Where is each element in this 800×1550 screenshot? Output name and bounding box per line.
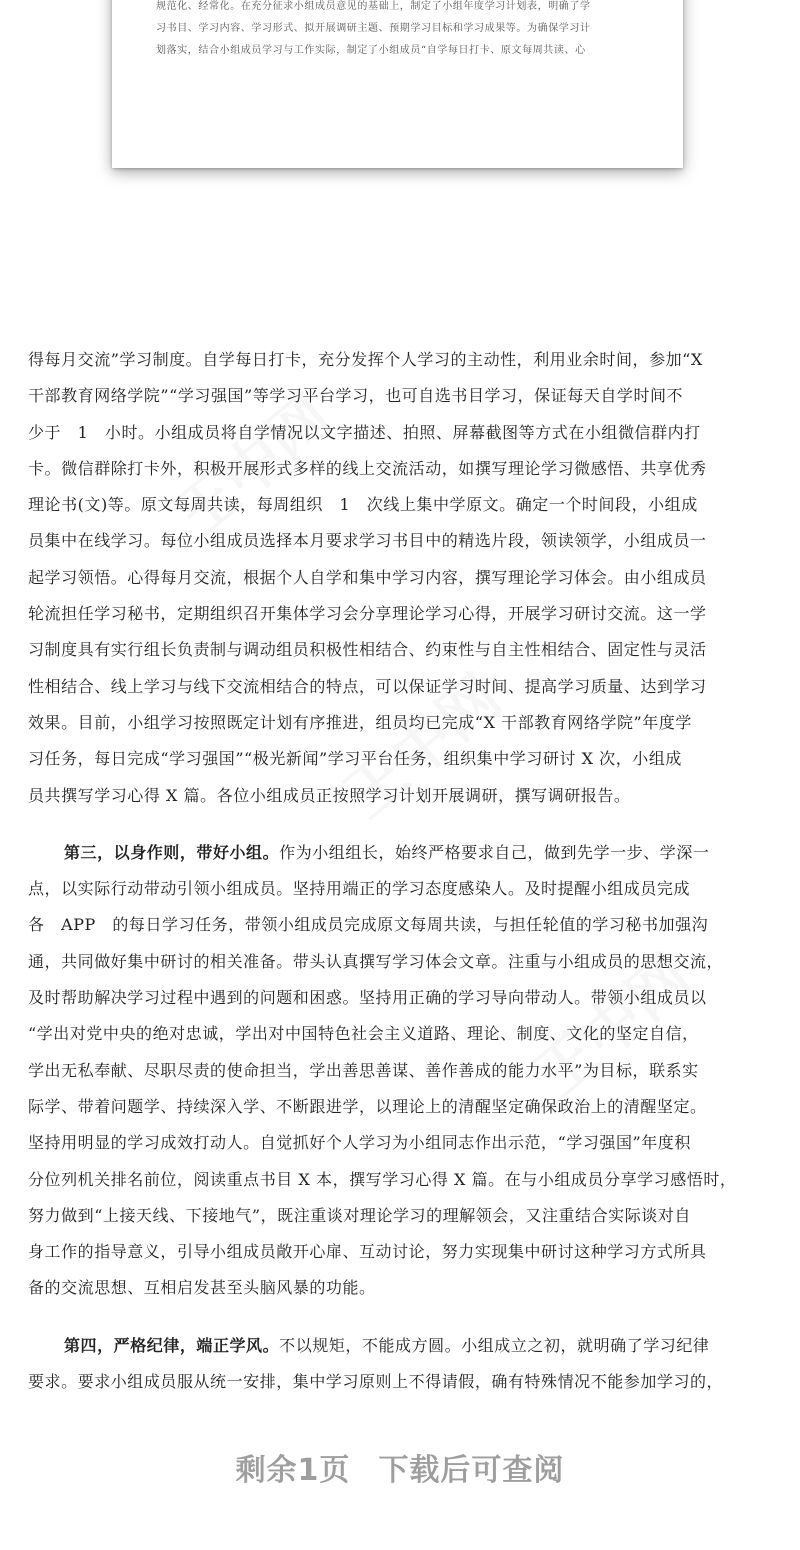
text-line: 备的交流思想、互相启发甚至头脑风暴的功能。 [28,1278,376,1298]
text-line: 员集中在线学习。每位小组成员选择本月要求学习书目中的精选片段，领读领学，小组成员一 [28,531,707,551]
text-span: 作为小组组长，始终严格要求自己，做到先学一步、学深一 [279,842,710,862]
text-line: 习制度具有实行组长负责制与调动组员积极性相结合、约束性与自主性相结合、固定性与灵活 [28,640,707,660]
preview-line: 划落实，结合小组成员学习与工作实际，制定了小组成员“自学每日打卡、原文每周共读、心 [156,45,586,56]
text-line: 学出无私奉献、尽职尽责的使命担当，学出善思善谋、善作善成的能力水平”为目标，联系实 [28,1060,699,1080]
remaining-pages-label: 剩余1页 [235,1453,351,1488]
preview-line: 习书目、学习内容、学习形式、拟开展调研主题、预期学习目标和学习成果等。为确保学习计 [156,23,591,34]
text-line: 干部教育网络学院”“学习强国”等学习平台学习，也可自选书目学习，保证每天自学时间不 [28,386,684,406]
paragraph-discipline [28,1331,776,1404]
text-line: 际学、带着问题学、持续深入学、不断跟进学，以理论上的清醒坚定确保政治上的清醒坚定。 [28,1096,707,1116]
text-line: 努力做到“上接天线、下接地气”，既注重谈对理论学习的理解领会，又注重结合实际谈对自 [28,1205,691,1225]
text-line: 理论书(文)等。原文每周共读，每周组织 1 次线上集中学原文。确定一个时间段，小组成 [28,495,698,515]
text-line: 得每月交流”学习制度。自学每日打卡，充分发挥个人学习的主动性，利用业余时间，参加“X [28,350,703,369]
text-line [28,838,776,874]
download-hint-label: 下载后可查阅 [378,1453,565,1488]
text-line: 轮流担任学习秘书，定期组织召开集体学习会分享理论学习心得，开展学习研讨交流。这一学 [28,604,707,624]
preview-line: 规范化、经常化。在充分征求小组成员意见的基础上，制定了小组年度学习计划表，明确了学 [156,1,591,12]
text-line: 分位列机关排名前位，阅读重点书目 X 本，撰写学习心得 X 篇。在与小组成员分享学习感悟时， [28,1169,737,1189]
paragraph-lead-by-example [28,838,776,1310]
paragraph-study-system [28,345,776,817]
text-line: 性相结合、线上学习与线下交流相结合的特点，可以保证学习时间、提高学习质量、达到学习 [28,676,707,696]
remaining-pages-banner[interactable] [0,1445,800,1489]
text-line: 及时帮助解决学习过程中遇到的问题和困惑。坚持用正确的学习导向带动人。带领小组成员以 [28,988,707,1008]
text-line: 员共撰写学习心得 X 篇。各位小组成员正按照学习计划开展调研，撰写调研报告。 [28,785,631,805]
text-line: 身工作的指导意义，引导小组成员敞开心扉、互动讨论，努力实现集中研讨这种学习方式所具 [28,1242,707,1262]
text-span: 不以规矩，不能成方圆。小组成立之初，就明确了学习纪律 [279,1335,710,1355]
section-heading: 第四，严格纪律，端正学风。 [64,1335,280,1355]
text-line: 效果。目前，小组学习按照既定计划有序推进，组员均已完成“X 干部教育网络学院”年度学 [28,712,692,732]
text-line: 习任务，每日完成“学习强国”“极光新闻”学习平台任务，组织集中学习研讨 X 次，小组成 [28,749,682,769]
text-line: “学出对党中央的绝对忠诚，学出对中国特色社会主义道路、理论、制度、文化的坚定自信， [28,1024,699,1044]
text-line: 少于 1 小时。小组成员将自学情况以文字描述、拍照、屏幕截图等方式在小组微信群内打 [28,422,701,442]
text-line: 起学习领悟。心得每月交流，根据个人自学和集中学习内容，撰写理论学习体会。由小组成员 [28,567,707,587]
text-line: 卡。微信群除打卡外，积极开展形式多样的线上交流活动，如撰写理论学习微感悟、共享优秀 [28,458,707,478]
text-line: 通，共同做好集中研讨的相关准备。带头认真撰写学习体会文章。注重与小组成员的思想交流， [28,951,724,971]
document-body [28,345,776,1403]
preview-text [156,0,646,62]
text-line: 各 APP 的每日学习任务，带领小组成员完成原文每周共读，与担任轮值的学习秘书加强沟 [28,915,709,935]
text-line: 点，以实际行动带动引领小组成员。坚持用端正的学习态度感染人。及时提醒小组成员完成 [28,879,691,899]
text-line [28,1331,776,1367]
page-preview-card [112,0,683,168]
section-heading: 第三，以身作则，带好小组。 [64,842,280,862]
text-line: 要求。要求小组成员服从统一安排，集中学习原则上不得请假，确有特殊情况不能参加学习的， [28,1372,724,1392]
text-line: 坚持用明显的学习成效打动人。自觉抓好个人学习为小组同志作出示范，“学习强国”年度积 [28,1133,691,1153]
